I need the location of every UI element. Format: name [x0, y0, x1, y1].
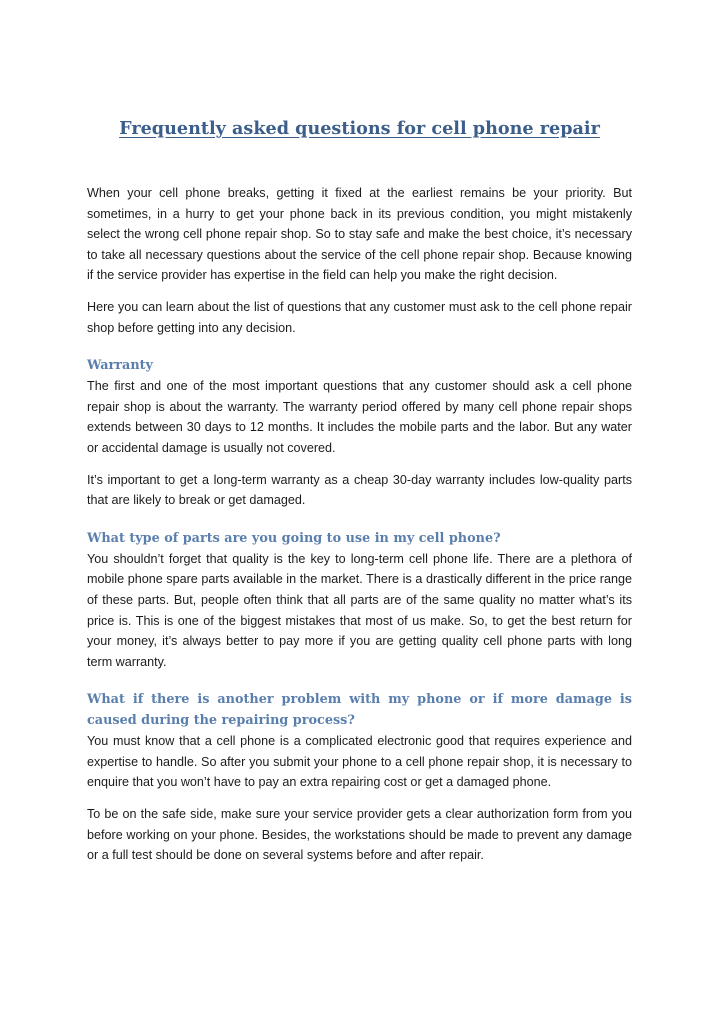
- warranty-paragraph-2: It’s important to get a long-term warranty as a cheap 30-day warranty includes low-quality parts that are likely to break or get damaged.: [87, 472, 632, 508]
- parts-paragraph-1: You shouldn’t forget that quality is the key to long-term cell phone life. There are a plethora of mobile phone spare parts available in the market. There is a drastically different in the price range of these parts. But, people often think that all parts are of the same quality no matter what’s its price is. This is one of the biggest mistakes that most of us make. So, to get the best return for your money, it’s always better to pay more if you are getting quality cell phone parts with long term warranty.: [87, 551, 632, 669]
- intro-paragraph-2: Here you can learn about the list of questions that any customer must ask to the cell phone repair shop before getting into any decision.: [87, 299, 632, 335]
- section-heading-damage: What if there is another problem with my phone or if more damage is caused during the repairing process?: [87, 692, 632, 729]
- damage-paragraph-2: To be on the safe side, make sure your service provider gets a clear authorization form from you before working on your phone. Besides, the workstations should be made to prevent any damage or a full test should be done on several systems before and after repair.: [87, 807, 632, 863]
- section-heading-warranty: Warranty: [87, 358, 153, 374]
- section-heading-parts: What type of parts are you going to use in my cell phone?: [87, 530, 501, 546]
- damage-paragraph-1: You must know that a cell phone is a complicated electronic good that requires experience and expertise to handle. So after you submit your phone to a cell phone repair shop, it is necessary to enquire that you won’t have to pay an extra repairing cost or get a damaged phone.: [87, 734, 632, 790]
- page-title: Frequently asked questions for cell phone repair: [119, 118, 600, 139]
- document-content: [87, 113, 632, 877]
- intro-paragraph-1: When your cell phone breaks, getting it fixed at the earliest remains be your priority. But sometimes, in a hurry to get your phone back in its previous condition, you might mistakenly select the wrong cell phone repair shop. So to stay safe and make the best choice, it’s necessary to take all necessary questions about the service of the cell phone repair shop. Because knowing if the service provider has expertise in the field can help you make the right decision.: [87, 186, 632, 283]
- warranty-paragraph-1: The first and one of the most important questions that any customer should ask a cell phone repair shop is about the warranty. The warranty period offered by many cell phone repair shops extends between 30 days to 12 months. It includes the mobile parts and the labor. But any water or accidental damage is usually not covered.: [87, 379, 632, 455]
